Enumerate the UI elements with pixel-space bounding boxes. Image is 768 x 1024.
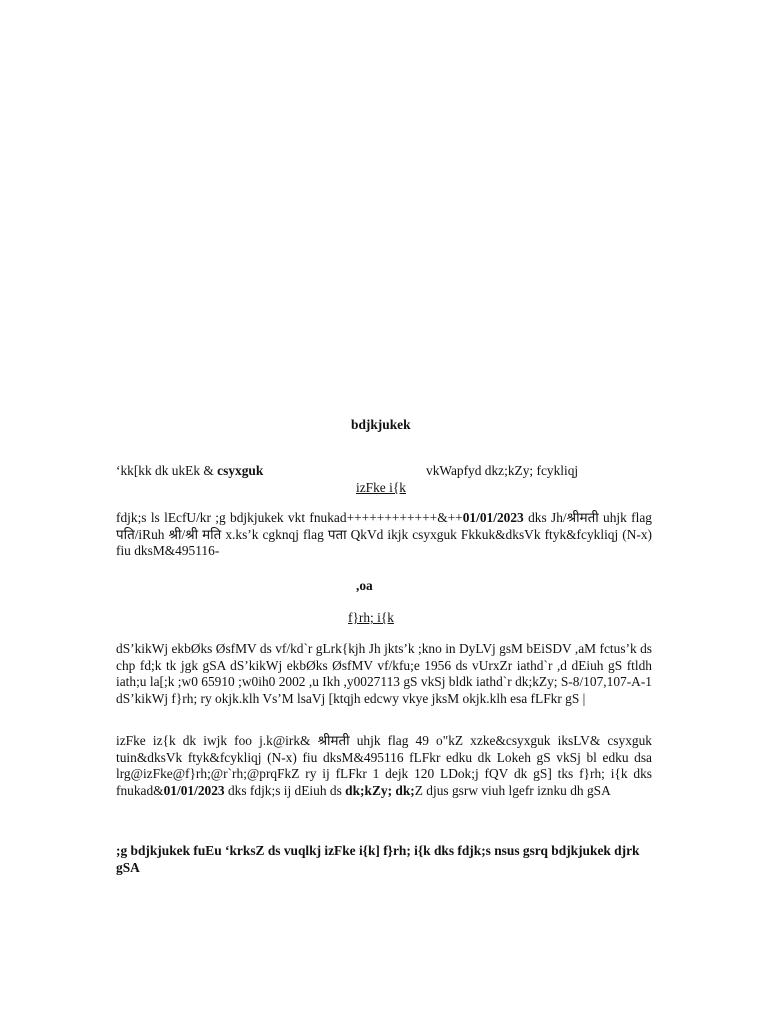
second-party-office: vkWapfyd dkz;kZy; fcykliqj: [426, 463, 579, 478]
closing-statement: ;g bdjkjukek fuEu ‘krksZ ds vuqlkj izFke i{k] f}rh; i{k dks fdjk;s nsus gsrq bdjkjukek djrk gSA: [116, 843, 640, 875]
document-title: bdjkjukek: [351, 417, 411, 432]
paragraph1-text-b: dks Jh/श्रीमती uhjk flag पति/iRuh श्री/श्री मति x.ks’k cgknqj flag पता QkVd ikjk csyxguk Fkkuk&dksVk ftyk&fcykliqj (N-x) fiu dksM&495116-: [116, 510, 652, 559]
and-heading: ,oa: [356, 578, 373, 593]
first-party-name: csyxguk: [217, 463, 264, 478]
paragraph-second-party: dS’kikWj ekbØks ØsfMV ds vf/kd`r gLrk{kjh Jh jkts’k ;kno in DyLVj gsM bEiSDV ,aM fctus’k ds chp fd;k tk jgk gSA dS’kikWj ekbØks ØsfMV vf/kfu;e 1956 ds vUrxZr iathd`r ,d dEiuh gS ftldh iath;u la[;k ;w0 65910 ;w0ih0 2002 ,u Ikh ,y0027113 gS vkSj bldk iathd`r dk;kZy; S-8/107,107-A-1 dS’kikWj f}rh; ry okjk.klh Vs’M lsaVj [ktqjh edcwy vkye jksM okjk.klh esa fLFkr gS |: [116, 641, 652, 706]
second-party-heading: f}rh; i{k: [348, 610, 394, 625]
paragraph3-text-c: Z djus gsrw viuh lgefr iznku dh gSA: [414, 782, 611, 798]
paragraph3-text-b: dks fdjk;s ij dEiuh ds: [224, 782, 346, 798]
first-party-heading: izFke i{k: [356, 480, 406, 495]
paragraph3-date: 01/01/2023: [163, 782, 225, 798]
paragraph-premises: [116, 733, 652, 799]
paragraph1-date: 01/01/2023: [462, 510, 524, 525]
paragraph3-text-a: izFke iz{k dk iwjk foo j.k@irk& श्रीमती uhjk flag 49 o"kZ xzke&csyxguk iksLV& csyxguk tuin&dksVk ftyk&fcykliqj (N-x) fiu dksM&495116 fLFkr edku dk Lokeh gS vkSj bl edku dsa lrg@izFke@f}rh;@r`rh;@prqFkZ ry ij fLFkr 1 dejk 120 LDok;j fQV dk gS] tks f}rh; i{k dks fnukad&: [116, 733, 652, 798]
first-party-label: [116, 463, 263, 480]
first-party-label-prefix: ‘kk[kk dk ukEk &: [116, 463, 218, 478]
paragraph3-bold-word: dk;kZy; dk;: [345, 782, 415, 798]
paragraph-first-party: [116, 510, 652, 560]
paragraph1-text-a: fdjk;s ls lEcfU/kr ;g bdjkjukek vkt fnukad++++++++++++&++: [116, 510, 463, 525]
